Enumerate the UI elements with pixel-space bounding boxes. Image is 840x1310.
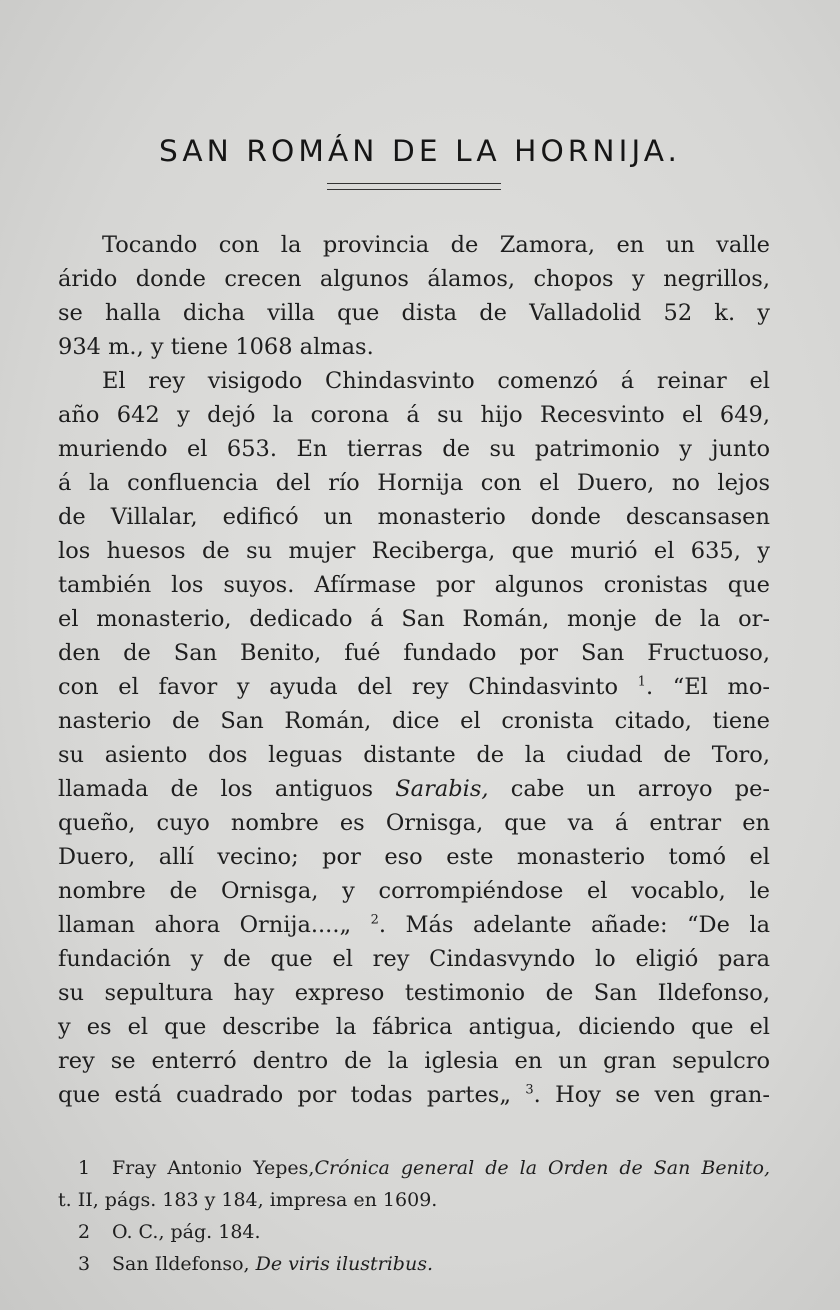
text-segment: cabe un arroyo pe- [510, 776, 771, 802]
footnote-2 [58, 1216, 770, 1248]
text-line: su asiento dos leguas distante de la ciudad de Toro, [58, 742, 770, 768]
text-line: nasterio de San Román, dice el cronista citado, tiene [58, 708, 770, 734]
text-line: El rey visigodo Chindasvinto comenzó á reinar el [102, 368, 770, 394]
text-line: queño, cuyo nombre es Ornisga, que va á entrar en [58, 810, 770, 836]
footnote-3 [58, 1248, 770, 1280]
text-segment: llaman ahora Ornija....„ [58, 912, 352, 938]
text-segment: que está cuadrado por todas partes„ [58, 1082, 511, 1108]
footnote-1-continuation: t. II, págs. 183 y 184, impresa en 1609. [58, 1189, 438, 1211]
text-segment: “El mo- [672, 674, 771, 700]
footnote-italic: De viris ilustribus. [255, 1253, 433, 1275]
footnote-number: 3 [78, 1253, 91, 1275]
text-line: el monasterio, dedicado á San Román, monje de la or- [58, 606, 770, 632]
footnote-text: Fray Antonio Yepes, [112, 1157, 315, 1179]
text-line: y es el que describe la fábrica antigua, diciendo que el [58, 1014, 770, 1040]
text-line: den de San Benito, fué fundado por San Fructuoso, [58, 640, 770, 666]
text-line: los huesos de su mujer Reciberga, que murió el 635, y [58, 538, 770, 564]
text-line: se halla dicha villa que dista de Valladolid 52 k. y [58, 300, 770, 326]
body-text [58, 228, 770, 1112]
text-line: de Villalar, edificó un monasterio donde descansasen [58, 504, 770, 530]
text-line: nombre de Ornisga, y corrompiéndose el vocablo, le [58, 878, 770, 904]
text-line: á la confluencia del río Hornija con el Duero, no lejos [58, 470, 770, 496]
text-line: rey se enterró dentro de la iglesia en un gran sepulcro [58, 1048, 770, 1074]
chapter-title: SAN ROMÁN DE LA HORNIJA. [158, 134, 682, 168]
text-segment: llamada de los antiguos [58, 776, 374, 802]
text-line: muriendo el 653. En tierras de su patrimonio y junto [58, 436, 770, 462]
text-line: su sepultura hay expreso testimonio de San Ildefonso, [58, 980, 770, 1006]
text-line: también los suyos. Afírmase por algunos cronistas que [58, 572, 770, 598]
text-line: llaman ahora Ornija....„ $^2$. Más adelante añade: “De la [58, 912, 770, 938]
text-line [58, 772, 770, 806]
text-line: año 642 y dejó la corona á su hijo Recesvinto el 649, [58, 402, 770, 428]
text-segment: con el favor y ayuda del rey Chindasvinto [58, 674, 619, 700]
text-segment: Hoy se ven gran- [555, 1082, 770, 1108]
footnotes [58, 1152, 770, 1280]
text-line: que está cuadrado por todas partes„ $^3$. Hoy se ven gran- [58, 1082, 770, 1108]
footnote-1 [58, 1152, 770, 1184]
text-line: 934 m., y tiene 1068 almas. [58, 334, 374, 360]
footnote-text: O. C., pág. 184. [112, 1221, 261, 1243]
footnote-italic: Crónica general de la Orden de San Benito, [314, 1157, 770, 1179]
text-line: árido donde crecen algunos álamos, chopos y negrillos, [58, 266, 770, 292]
text-segment: Más adelante añade: “De la [405, 912, 770, 938]
text-line: Tocando con la provincia de Zamora, en un valle [102, 232, 770, 258]
footnote-number: 2 [78, 1221, 91, 1243]
text-line: Duero, allí vecino; por eso este monasterio tomó el [58, 844, 770, 870]
footnote-number: 1 [78, 1157, 91, 1179]
footnote-ref-3: 3 [525, 1082, 534, 1098]
text-line: con el favor y ayuda del rey Chindasvinto $^1$. “El mo- [58, 674, 771, 700]
footnote-ref-2: 2 [370, 912, 379, 928]
footnote-ref-1: 1 [637, 674, 646, 690]
italic-word-sarabis: Sarabis, [395, 776, 489, 802]
title-double-rule [327, 183, 501, 190]
text-line: fundación y de que el rey Cindasvyndo lo eligió para [58, 946, 770, 972]
footnote-text: San Ildefonso, [112, 1253, 250, 1275]
